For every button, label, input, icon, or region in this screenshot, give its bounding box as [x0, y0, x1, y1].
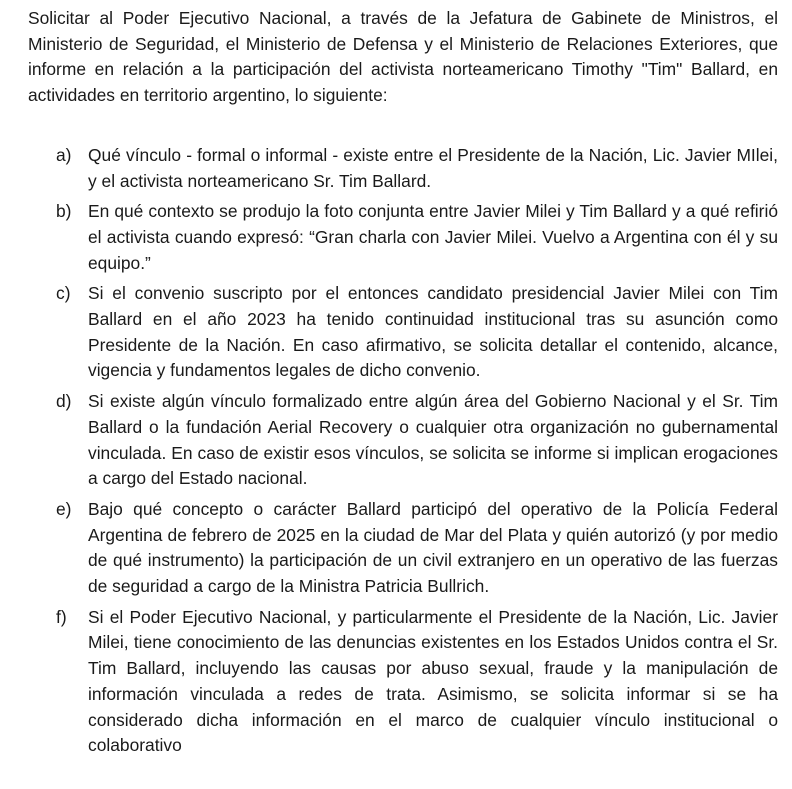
- list-item-text: Bajo qué concepto o carácter Ballard participó del operativo de la Policía Federal Argentina de febrero de 2025 en la ciudad de Mar del Plata y quién autorizó (y por medio de qué instrumento) la participación de un civil extranjero en un operativo de las fuerzas de seguridad a cargo de la Ministra Patricia Bullrich.: [88, 498, 778, 597]
- list-item: [28, 389, 778, 492]
- list-item: [28, 199, 778, 276]
- list-item-text: Qué vínculo - formal o informal - existe entre el Presidente de la Nación, Lic. Javier MIlei, y el activista norteamericano Sr. Tim Ballard.: [88, 144, 778, 191]
- list-marker: f): [56, 606, 67, 627]
- list-item: [28, 281, 778, 384]
- list-item-text: Si el convenio suscripto por el entonces candidato presidencial Javier Milei con Tim Ballard en el año 2023 ha tenido continuidad institucional tras su asunción como Presidente de la Nación. En caso afirmativo, se solicita detallar el contenido, alcance, vigencia y fundamentos legales de dicho convenio.: [88, 283, 778, 381]
- list-marker: d): [56, 391, 72, 412]
- list-marker: c): [56, 283, 71, 304]
- list-marker: e): [56, 498, 72, 519]
- list-item: [28, 497, 778, 600]
- request-list: [28, 143, 778, 759]
- list-marker: a): [56, 144, 72, 165]
- list-item-text: Si el Poder Ejecutivo Nacional, y particularmente el Presidente de la Nación, Lic. Javier Milei, tiene conocimiento de las denuncias existentes en los Estados Unidos contra el Sr. Tim Ballard, incluyendo las causas por abuso sexual, fraude y la manipulación de información vinculada a redes de trata. Asimismo, se solicita informar si se ha considerado dicha información en el marco de cualquier vínculo institucional o colaborativo: [88, 606, 778, 756]
- intro-paragraph: Solicitar al Poder Ejecutivo Nacional, a través de la Jefatura de Gabinete de Ministros, el Ministerio de Seguridad, el Ministerio de Defensa y el Ministerio de Relaciones Exteriores, que informe en relación a la participación del activista norteamericano Timothy "Tim" Ballard, en actividades en territorio argentino, lo siguiente:: [28, 8, 778, 106]
- list-item: [28, 605, 778, 759]
- list-item: [28, 143, 778, 194]
- list-marker: b): [56, 201, 72, 222]
- list-item-text: En qué contexto se produjo la foto conjunta entre Javier Milei y Tim Ballard y a qué refirió el activista cuando expresó: “Gran charla con Javier Milei. Vuelvo a Argentina con él y su equipo.”: [88, 201, 778, 273]
- list-item-text: Si existe algún vínculo formalizado entre algún área del Gobierno Nacional y el Sr. Tim Ballard o la fundación Aerial Recovery o cualquier otra organización no gubernamental vinculada. En caso de existir esos vínculos, se solicita se informe si implican erogaciones a cargo del Estado nacional.: [88, 391, 778, 489]
